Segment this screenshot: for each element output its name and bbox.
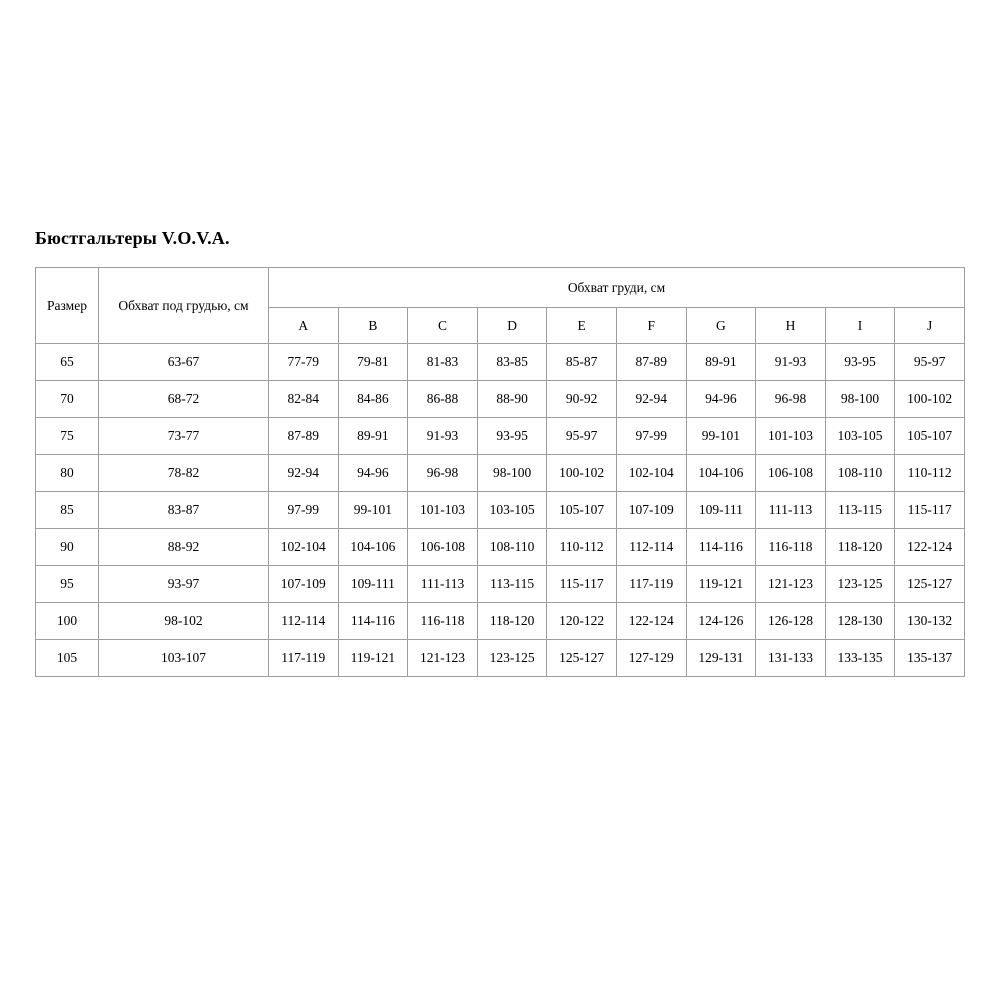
bust-group-header: Обхват груди, см — [269, 268, 965, 308]
cup-header-H: H — [756, 308, 826, 344]
bust-range-cell: 111-113 — [756, 492, 826, 529]
bust-range-cell: 99-101 — [686, 418, 756, 455]
bust-range-cell: 124-126 — [686, 603, 756, 640]
underbust-cell: 68-72 — [99, 381, 269, 418]
bust-range-cell: 77-79 — [269, 344, 339, 381]
bust-range-cell: 105-107 — [547, 492, 617, 529]
table-row — [36, 529, 965, 566]
bust-range-cell: 127-129 — [616, 640, 686, 677]
table-row — [36, 566, 965, 603]
bust-range-cell: 113-115 — [825, 492, 895, 529]
cup-header-C: C — [408, 308, 478, 344]
bust-range-cell: 90-92 — [547, 381, 617, 418]
bust-range-cell: 110-112 — [895, 455, 965, 492]
bust-range-cell: 114-116 — [338, 603, 408, 640]
bust-range-cell: 83-85 — [477, 344, 547, 381]
bust-range-cell: 102-104 — [616, 455, 686, 492]
underbust-cell: 93-97 — [99, 566, 269, 603]
size-cell: 105 — [36, 640, 99, 677]
bust-range-cell: 108-110 — [477, 529, 547, 566]
bust-range-cell: 115-117 — [895, 492, 965, 529]
bust-range-cell: 116-118 — [408, 603, 478, 640]
size-cell: 95 — [36, 566, 99, 603]
bust-range-cell: 130-132 — [895, 603, 965, 640]
bust-range-cell: 105-107 — [895, 418, 965, 455]
bust-range-cell: 89-91 — [686, 344, 756, 381]
bust-range-cell: 92-94 — [269, 455, 339, 492]
underbust-cell: 88-92 — [99, 529, 269, 566]
bust-range-cell: 116-118 — [756, 529, 826, 566]
bust-range-cell: 100-102 — [547, 455, 617, 492]
bust-range-cell: 109-111 — [338, 566, 408, 603]
bust-range-cell: 99-101 — [338, 492, 408, 529]
bust-range-cell: 117-119 — [616, 566, 686, 603]
bust-range-cell: 96-98 — [408, 455, 478, 492]
bust-range-cell: 96-98 — [756, 381, 826, 418]
bust-range-cell: 128-130 — [825, 603, 895, 640]
bust-range-cell: 121-123 — [408, 640, 478, 677]
size-cell: 85 — [36, 492, 99, 529]
bust-range-cell: 81-83 — [408, 344, 478, 381]
underbust-cell: 78-82 — [99, 455, 269, 492]
bust-range-cell: 87-89 — [616, 344, 686, 381]
size-cell: 100 — [36, 603, 99, 640]
bust-range-cell: 104-106 — [338, 529, 408, 566]
bust-range-cell: 93-95 — [477, 418, 547, 455]
underbust-cell: 103-107 — [99, 640, 269, 677]
bust-range-cell: 84-86 — [338, 381, 408, 418]
bust-range-cell: 111-113 — [408, 566, 478, 603]
bust-range-cell: 92-94 — [616, 381, 686, 418]
bust-range-cell: 91-93 — [408, 418, 478, 455]
size-column-header: Размер — [36, 268, 99, 344]
table-header — [36, 268, 965, 344]
table-header-row-1 — [36, 268, 965, 308]
bust-range-cell: 79-81 — [338, 344, 408, 381]
bra-size-table — [35, 267, 965, 677]
cup-header-D: D — [477, 308, 547, 344]
bust-range-cell: 100-102 — [895, 381, 965, 418]
bust-range-cell: 108-110 — [825, 455, 895, 492]
underbust-cell: 73-77 — [99, 418, 269, 455]
underbust-column-header: Обхват под грудью, см — [99, 268, 269, 344]
bust-range-cell: 106-108 — [756, 455, 826, 492]
underbust-cell: 83-87 — [99, 492, 269, 529]
size-cell: 65 — [36, 344, 99, 381]
bust-range-cell: 87-89 — [269, 418, 339, 455]
bust-range-cell: 119-121 — [338, 640, 408, 677]
bust-range-cell: 118-120 — [825, 529, 895, 566]
bust-range-cell: 112-114 — [269, 603, 339, 640]
bust-range-cell: 133-135 — [825, 640, 895, 677]
bust-range-cell: 112-114 — [616, 529, 686, 566]
bust-range-cell: 95-97 — [895, 344, 965, 381]
table-body — [36, 344, 965, 677]
bust-range-cell: 98-100 — [477, 455, 547, 492]
underbust-cell: 98-102 — [99, 603, 269, 640]
bust-range-cell: 125-127 — [547, 640, 617, 677]
bust-range-cell: 88-90 — [477, 381, 547, 418]
bust-range-cell: 118-120 — [477, 603, 547, 640]
bust-range-cell: 120-122 — [547, 603, 617, 640]
table-row — [36, 640, 965, 677]
bust-range-cell: 97-99 — [616, 418, 686, 455]
bust-range-cell: 107-109 — [269, 566, 339, 603]
size-cell: 90 — [36, 529, 99, 566]
bust-range-cell: 123-125 — [825, 566, 895, 603]
table-row — [36, 418, 965, 455]
bust-range-cell: 125-127 — [895, 566, 965, 603]
bust-range-cell: 109-111 — [686, 492, 756, 529]
bust-range-cell: 82-84 — [269, 381, 339, 418]
bust-range-cell: 131-133 — [756, 640, 826, 677]
bust-range-cell: 115-117 — [547, 566, 617, 603]
bust-range-cell: 91-93 — [756, 344, 826, 381]
bust-range-cell: 114-116 — [686, 529, 756, 566]
bust-range-cell: 104-106 — [686, 455, 756, 492]
bust-range-cell: 117-119 — [269, 640, 339, 677]
bust-range-cell: 123-125 — [477, 640, 547, 677]
bust-range-cell: 85-87 — [547, 344, 617, 381]
size-cell: 80 — [36, 455, 99, 492]
bust-range-cell: 102-104 — [269, 529, 339, 566]
bust-range-cell: 119-121 — [686, 566, 756, 603]
cup-header-E: E — [547, 308, 617, 344]
size-cell: 75 — [36, 418, 99, 455]
table-row — [36, 381, 965, 418]
bust-range-cell: 122-124 — [895, 529, 965, 566]
cup-header-J: J — [895, 308, 965, 344]
bust-range-cell: 129-131 — [686, 640, 756, 677]
bust-range-cell: 98-100 — [825, 381, 895, 418]
size-cell: 70 — [36, 381, 99, 418]
cup-header-G: G — [686, 308, 756, 344]
cup-header-I: I — [825, 308, 895, 344]
bust-range-cell: 113-115 — [477, 566, 547, 603]
cup-header-B: B — [338, 308, 408, 344]
bust-range-cell: 94-96 — [686, 381, 756, 418]
bust-range-cell: 103-105 — [825, 418, 895, 455]
bust-range-cell: 122-124 — [616, 603, 686, 640]
page-title: Бюстгальтеры V.O.V.A. — [35, 228, 230, 248]
cup-header-A: A — [269, 308, 339, 344]
bust-range-cell: 103-105 — [477, 492, 547, 529]
bust-range-cell: 106-108 — [408, 529, 478, 566]
cup-header-F: F — [616, 308, 686, 344]
bust-range-cell: 95-97 — [547, 418, 617, 455]
bust-range-cell: 86-88 — [408, 381, 478, 418]
bust-range-cell: 89-91 — [338, 418, 408, 455]
bust-range-cell: 126-128 — [756, 603, 826, 640]
bust-range-cell: 93-95 — [825, 344, 895, 381]
table-row — [36, 603, 965, 640]
content-area — [35, 228, 965, 677]
bust-range-cell: 135-137 — [895, 640, 965, 677]
bust-range-cell: 97-99 — [269, 492, 339, 529]
underbust-cell: 63-67 — [99, 344, 269, 381]
bust-range-cell: 101-103 — [408, 492, 478, 529]
bust-range-cell: 101-103 — [756, 418, 826, 455]
table-row — [36, 344, 965, 381]
table-row — [36, 455, 965, 492]
bust-range-cell: 121-123 — [756, 566, 826, 603]
bust-range-cell: 107-109 — [616, 492, 686, 529]
table-row — [36, 492, 965, 529]
bust-range-cell: 110-112 — [547, 529, 617, 566]
bust-range-cell: 94-96 — [338, 455, 408, 492]
